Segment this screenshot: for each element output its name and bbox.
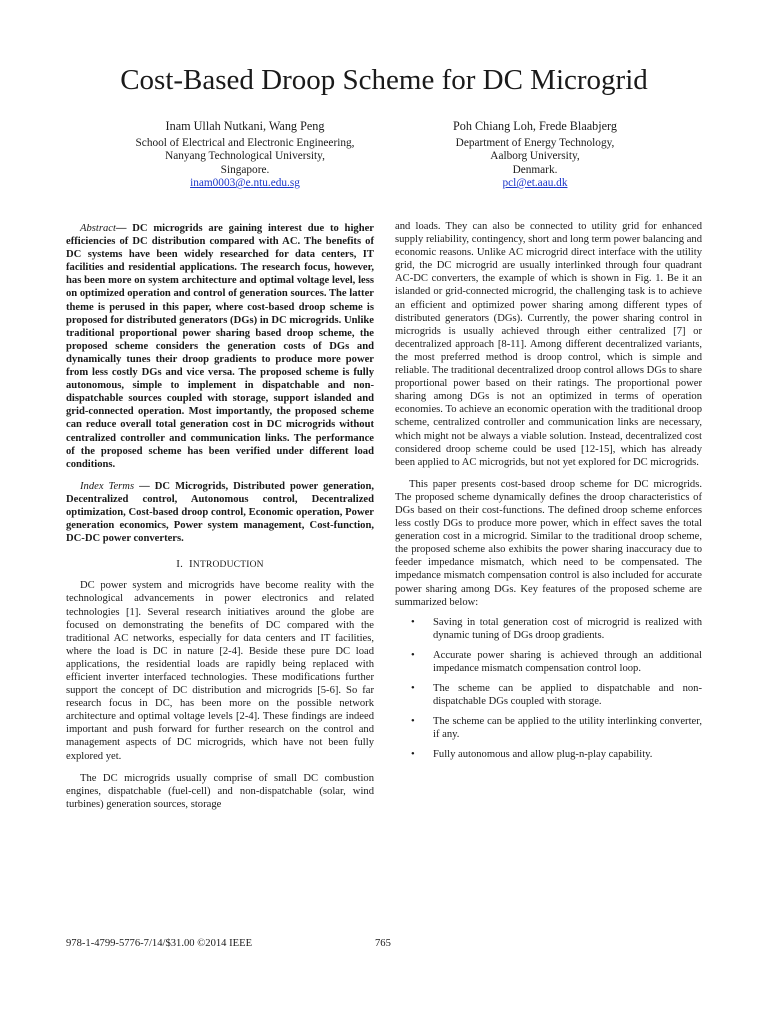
list-item-text: Fully autonomous and allow plug-n-play capability. <box>433 749 653 761</box>
bullet-icon: • <box>411 716 415 728</box>
footer-isbn: 978-1-4799-5776-7/14/$31.00 ©2014 IEEE <box>66 938 253 949</box>
body-paragraph: and loads. They can also be connected to utility grid for enhanced supply reliability, contingency, short and long term power balancing and economic reasons. Unlike AC microgrid direct interface with the utility grid, the DC microgrid are usually interlinked through four quadrant AC-DC converters, the example of which is shown in Fig. 1. Be it an islanded or grid-connected microgrid, the challenging task is to achieve an efficient and optimized power sharing among different types of distributed generators (DGs). Currently, the power sharing control in microgrids is usually achieved through either centralized [7] or decentralized approach [8-11]. Among different decentralized variants, the most preferred method is droop control, which is simple and reliable. The traditional decentralized droop control allows DGs to share proportional power based on their ratings. The proportional power sharing among DGs is not an optimized in terms of operation economies. To achieve an economic operation with the traditional droop scheme, centralized controller and communication links are necessary, which might not be always a viable solution. Instead, decentralized cost considered droop scheme could be used [12-15], which has already been applied to AC microgrids, but not yet explored for DC microgrids. <box>395 221 702 468</box>
list-item-text: The scheme can be applied to the utility interlinking converter, if any. <box>433 716 702 741</box>
list-item <box>395 715 702 741</box>
paper-title: Cost-Based Droop Scheme for DC Microgrid <box>120 64 648 96</box>
bullet-icon: • <box>411 616 415 628</box>
affiliation-line: School of Electrical and Electronic Engineering, <box>135 136 355 149</box>
affiliation-line: Nanyang Technological University, <box>165 150 325 162</box>
author-email-link[interactable]: inam0003@e.ntu.edu.sg <box>190 177 300 189</box>
list-item <box>395 616 702 642</box>
section-title-first: I <box>189 558 193 571</box>
bullet-icon: • <box>411 649 415 661</box>
author-block-1 <box>95 120 395 191</box>
list-item-text: Saving in total generation cost of microgrid is realized with dynamic tuning of DGs droop gradients. <box>433 616 702 641</box>
affiliation-line: Department of Energy Technology, <box>455 136 615 149</box>
abstract <box>66 222 374 471</box>
affiliation-line: Aalborg University, <box>490 150 580 162</box>
author-email-link[interactable]: pcl@et.aau.dk <box>502 177 568 189</box>
abstract-text: — DC microgrids are gaining interest due to higher efficiencies of DC distribution compared with AC. The benefits of DC systems have been widely researched for data centers, IT facilities and residential applications. The research focus, however, has been more on system architecture and optimal voltage level, less on optimized operation and control of generation sources. The latter theme is perused in this paper, where cost-based droop scheme is proposed for distributed generators (DGs) in DC microgrids. Unlike traditional proportional power sharing based droop scheme, the proposed scheme considers the generation costs of DGs and dynamically tunes their droop gradients to produce more power from less costly DGs and vice versa. The proposed scheme is fully autonomous, simple to implement in dispatchable and non-dispatchable sources coupled with storage, support islanded and grid-connected operation. Most importantly, the proposed scheme can reduce overall total generation cost in DC microgrids without centralized controller and communication links. The performance of the proposed scheme has been verified under different load conditions. <box>66 223 374 470</box>
bullet-icon: • <box>411 683 415 695</box>
affiliation-line: Denmark. <box>512 163 558 176</box>
section-title-rest: NTRODUCTION <box>192 560 264 571</box>
index-terms-label: Index Terms <box>80 480 135 492</box>
section-number: I. <box>176 558 184 571</box>
list-item <box>395 682 702 708</box>
list-item <box>395 748 702 761</box>
list-item <box>395 649 702 675</box>
list-item-text: The scheme can be applied to dispatchable and non-dispatchable DGs coupled with storage. <box>433 683 702 708</box>
abstract-label: Abstract <box>80 223 116 234</box>
feature-list <box>395 616 702 762</box>
index-terms-text: — DC Microgrids, Distributed power generation, Decentralized control, Autonomous control, Decentralized optimization, Cost-based droop control, Economic operation, Power generation economics, Power system management, Cost-function, DC-DC power converters. <box>66 480 374 545</box>
index-terms <box>66 480 374 545</box>
affiliation-line: Singapore. <box>220 163 270 176</box>
section-heading <box>66 558 374 572</box>
right-column <box>395 220 702 769</box>
list-item-text: Accurate power sharing is achieved through an additional impedance mismatch compensation control loop. <box>433 649 702 674</box>
bullet-icon: • <box>411 749 415 761</box>
page-number: 765 <box>375 938 391 949</box>
body-paragraph: DC power system and microgrids have become reality with the technological advancements in power electronics and related technologies [1]. Several research initiatives around the globe are focused on demonstrating the benefits of DC compared with the traditional AC networks, especially for data centers and IT facilities, where the load is DC in nature [2-4]. Beside these pure DC load applications, the residential loads are rapidly being replaced with efficient inverter interfaced technologies. These modifications further support the concept of DC distribution and microgrids [5-6]. So far research focus in DC, has been more on the possible network architecture and optimal voltage levels [2-4]. These findings are indeed important and push forward for further research on the control and management aspects of DC microgrids, which have not been fully explored yet. <box>66 580 374 762</box>
left-column <box>66 222 374 811</box>
author-names: Poh Chiang Loh, Frede Blaabjerg <box>453 119 617 133</box>
author-block-2 <box>390 120 680 191</box>
author-names: Inam Ullah Nutkani, Wang Peng <box>165 119 325 133</box>
body-paragraph: The DC microgrids usually comprise of small DC combustion engines, dispatchable (fuel-cell) and non-dispatchable (solar, wind turbines) generation sources, storage <box>66 772 374 810</box>
body-paragraph: This paper presents cost-based droop scheme for DC microgrids. The proposed scheme dynamically defines the droop characteristics of DGs based on their cost-functions. The defined droop scheme enforces less costly DGs to produce more power, which in effect saves the total generation cost in a microgrid. Similar to the traditional droop scheme, the proposed scheme also exhibits the power sharing inaccuracy due to feeder impedance mismatch, which need to be compensated. The impedance mismatch compensation control is also included for accurate power sharing among DGs. Key features of the proposed scheme are summarized below: <box>395 478 702 608</box>
